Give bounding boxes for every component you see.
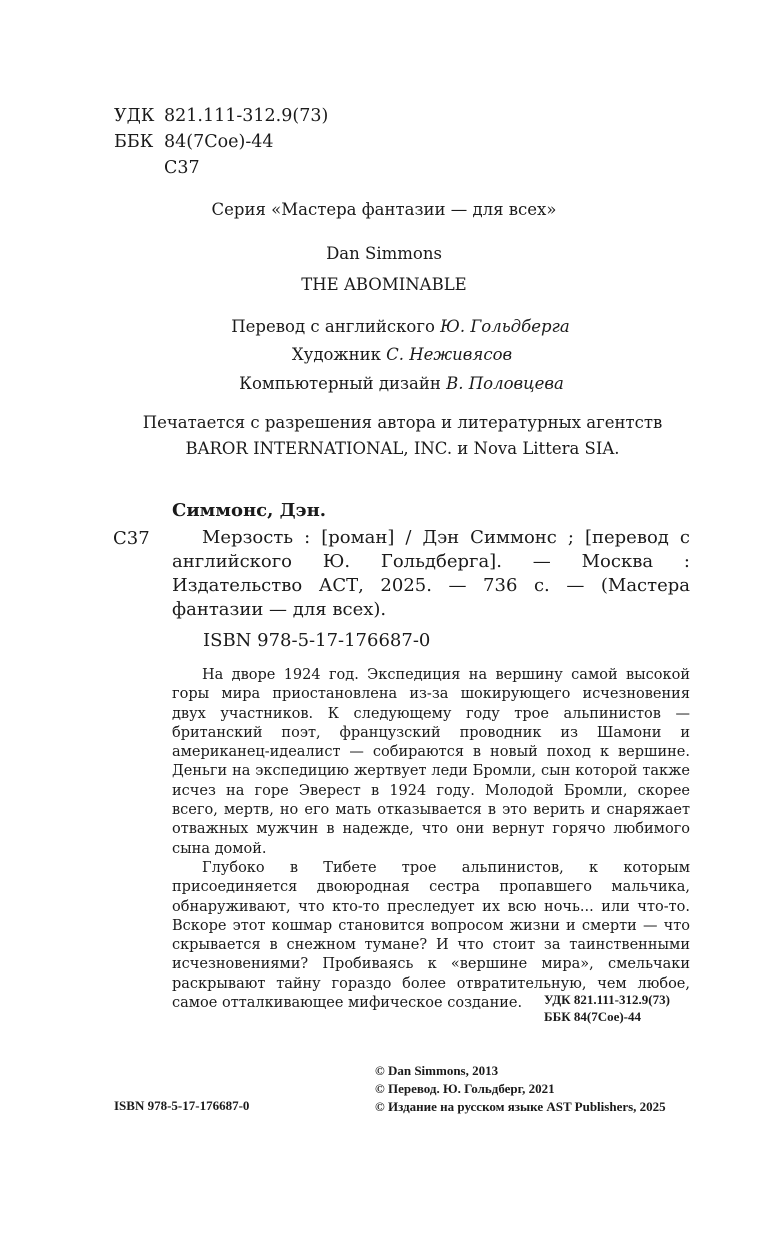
artist-credit (0, 345, 768, 364)
footer-udk: УДК 821.111-312.9(73) (544, 992, 670, 1007)
copyright-block (375, 1062, 666, 1116)
copyright-edition: © Издание на русском языке AST Publishers, 2025 (375, 1099, 666, 1114)
permission-line-2: BAROR INTERNATIONAL, INC. и Nova Littera SIA. (185, 439, 620, 458)
permission-notice (0, 410, 768, 462)
designer-name: В. Половцева (446, 374, 564, 393)
design-label: Компьютерный дизайн (239, 374, 441, 393)
original-author: Dan Simmons (326, 244, 442, 263)
copyright-translation: © Перевод. Ю. Гольдберг, 2021 (375, 1081, 555, 1096)
classification-codes (114, 103, 328, 181)
catalog-description-text: Мерзость : [роман] / Дэн Симмонс ; [перевод с английского Ю. Гольдберга]. — Москва : Издательство АСТ, 2025. — 736 с. — (Мастера фантазии — для всех). (172, 527, 690, 620)
translation-credit (0, 317, 768, 336)
author-mark: С37 (164, 158, 200, 178)
catalog-author-mark: С37 (113, 528, 150, 549)
annotation (172, 666, 690, 1013)
footer-isbn: ISBN 978-5-17-176687-0 (114, 1098, 250, 1113)
bbk-label: ББК (114, 132, 154, 152)
udk-label: УДК (114, 106, 155, 126)
bbk-value: 84(7Сое)-44 (164, 132, 274, 152)
artist-name: С. Неживясов (386, 345, 513, 364)
copyright-author: © Dan Simmons, 2013 (375, 1063, 499, 1078)
catalog-description (172, 526, 690, 622)
udk-value: 821.111-312.9(73) (164, 106, 329, 126)
footer-bbk: ББК 84(7Сое)-44 (544, 1009, 642, 1024)
permission-line-1: Печатается с разрешения автора и литературных агентств (142, 413, 663, 432)
series-title: Серия «Мастера фантазии — для всех» (211, 200, 557, 219)
catalog-author-heading: Симмонс, Дэн. (172, 500, 327, 521)
catalog-isbn: ISBN 978-5-17-176687-0 (203, 630, 431, 651)
footer-classification (544, 991, 670, 1025)
design-credit (0, 374, 768, 393)
annotation-paragraph-1: На дворе 1924 год. Экспедиция на вершину самой высокой горы мира приостановлена из-за шокирующего исчезновения двух участников. К следующему году трое альпинистов — британский поэт, французский проводник из Шамони и американец-идеалист — собираются в новый поход к вершине. Деньги на экспедицию жертвует леди Бромли, сын которой также исчез на горе Эверест в 1924 году. Молодой Бромли, скорее всего, мертв, но его мать отказывается в это верить и снаряжает отважных мужчин в надежде, что они вернут горячо любимого сына домой. (172, 667, 690, 857)
translator-name: Ю. Гольдберга (440, 317, 570, 336)
artist-label: Художник (291, 345, 381, 364)
original-title: THE ABOMINABLE (301, 275, 467, 294)
translation-label: Перевод с английского (231, 317, 435, 336)
annotation-paragraph-2: Глубоко в Тибете трое альпинистов, к которым присоединяется двоюродная сестра пропавшего мальчика, обнаруживают, что кто-то преследует их всю ночь... или что-то. Вскоре этот кошмар становится вопросом жизни и смерти — что скрывается в снежном тумане? И что стоит за таинственными исчезновениями? Пробиваясь к «вершине мира», смельчаки раскрывают тайну гораздо более отвратительную, чем любое, самое отталкивающее мифическое создание. (172, 859, 690, 1012)
